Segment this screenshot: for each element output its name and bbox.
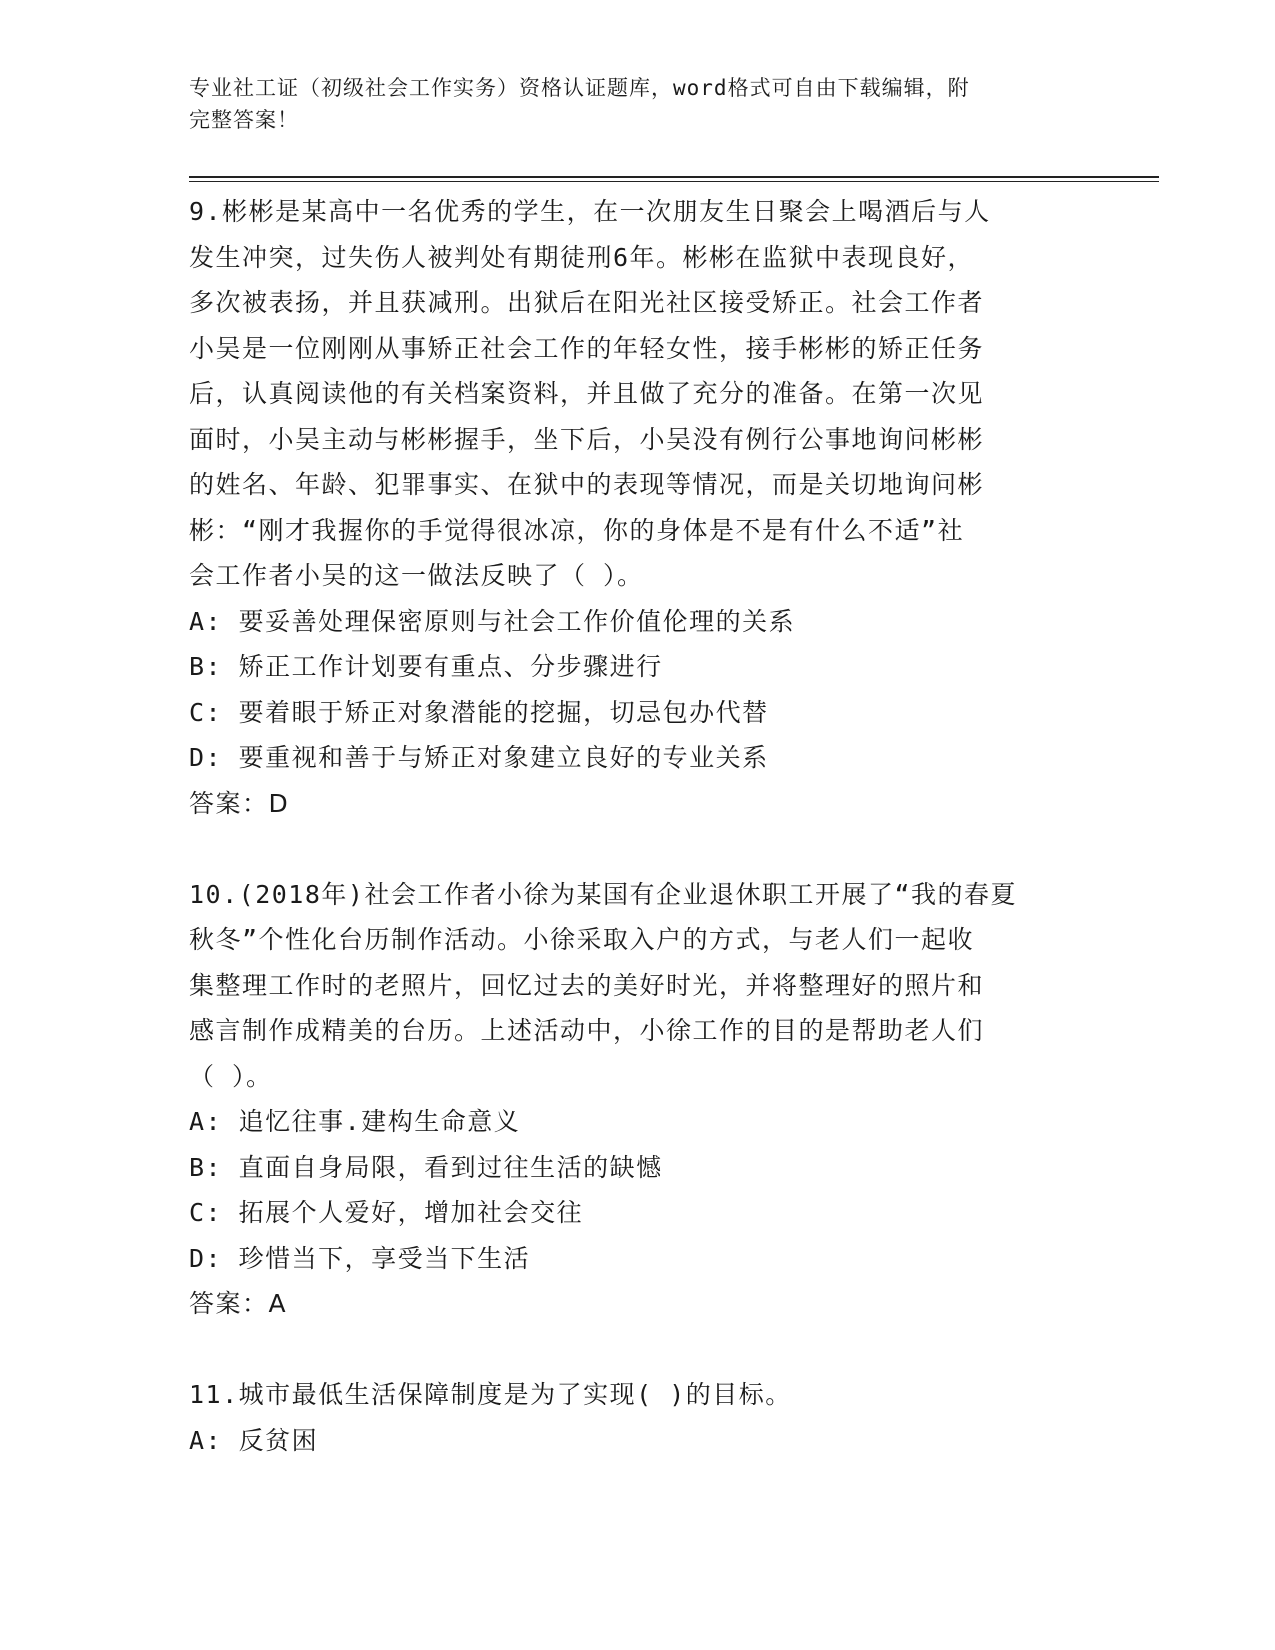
option-d: D: 珍惜当下，享受当下生活 [189, 1243, 531, 1273]
stem-line: （ ）。 [189, 1061, 273, 1091]
stem-line: 秋冬”个性化台历制作活动。小徐采取入户的方式，与老人们一起收 [189, 925, 975, 954]
option-c: C: 要着眼于矫正对象潜能的挖掘，切忌包办代替 [189, 697, 769, 727]
header-line-1: 专业社工证（初级社会工作实务）资格认证题库，word格式可自由下载编辑，附 [189, 76, 970, 100]
stem-line: 后，认真阅读他的有关档案资料，并且做了充分的准备。在第一次见 [189, 379, 985, 408]
stem-line: 10.(2018年)社会工作者小徐为某国有企业退休职工开展了“我的春夏 [189, 879, 1018, 909]
document-header [189, 72, 1089, 136]
option-d: D: 要重视和善于与矫正对象建立良好的专业关系 [189, 743, 769, 772]
stem-line: 9.彬彬是某高中一名优秀的学生，在一次朋友生日聚会上喝酒后与人 [189, 197, 991, 226]
stem-line: 小吴是一位刚刚从事矫正社会工作的年轻女性，接手彬彬的矫正任务 [189, 333, 985, 363]
option-b: B: 矫正工作计划要有重点、分步骤进行 [189, 652, 663, 681]
answer: 答案：A [189, 1289, 288, 1318]
question-list [189, 189, 1089, 1463]
question-stem [189, 1372, 1089, 1418]
stem-line: 彬：“刚才我握你的手觉得很冰凉，你的身体是不是有什么不适”社 [189, 515, 965, 545]
question-10 [189, 872, 1089, 1327]
stem-line: 面时，小吴主动与彬彬握手，坐下后，小吴没有例行公事地询问彬彬 [189, 424, 985, 454]
stem-line: 的姓名、年龄、犯罪事实、在狱中的表现等情况，而是关切地询问彬 [189, 470, 985, 499]
header-divider-thin [189, 181, 1159, 182]
question-stem [189, 872, 1089, 1100]
question-11 [189, 1372, 1089, 1463]
stem-line: 多次被表扬，并且获减刑。出狱后在阳光社区接受矫正。社会工作者 [189, 288, 985, 317]
stem-line: 感言制作成精美的台历。上述活动中，小徐工作的目的是帮助老人们 [189, 1016, 985, 1045]
option-a: A: 要妥善处理保密原则与社会工作价值伦理的关系 [189, 606, 796, 636]
option-b: B: 直面自身局限，看到过往生活的缺憾 [189, 1152, 663, 1182]
stem-line: 11.城市最低生活保障制度是为了实现( )的目标。 [189, 1380, 792, 1409]
option-a: A: 反贫困 [189, 1425, 319, 1455]
stem-line: 会工作者小吴的这一做法反映了（ ）。 [189, 561, 644, 590]
answer: 答案：D [189, 788, 290, 818]
header-divider-thick [189, 176, 1159, 178]
header-line-2: 完整答案！ [189, 108, 299, 132]
question-stem [189, 189, 1089, 599]
option-c: C: 拓展个人爱好，增加社会交往 [189, 1198, 584, 1227]
stem-line: 发生冲突，过失伤人被判处有期徒刑6年。彬彬在监狱中表现良好， [189, 242, 975, 272]
spacer [189, 1327, 1089, 1373]
stem-line: 集整理工作时的老照片，回忆过去的美好时光，并将整理好的照片和 [189, 970, 985, 1000]
question-9 [189, 189, 1089, 826]
option-a: A: 追忆往事.建构生命意义 [189, 1107, 521, 1136]
spacer [189, 826, 1089, 872]
